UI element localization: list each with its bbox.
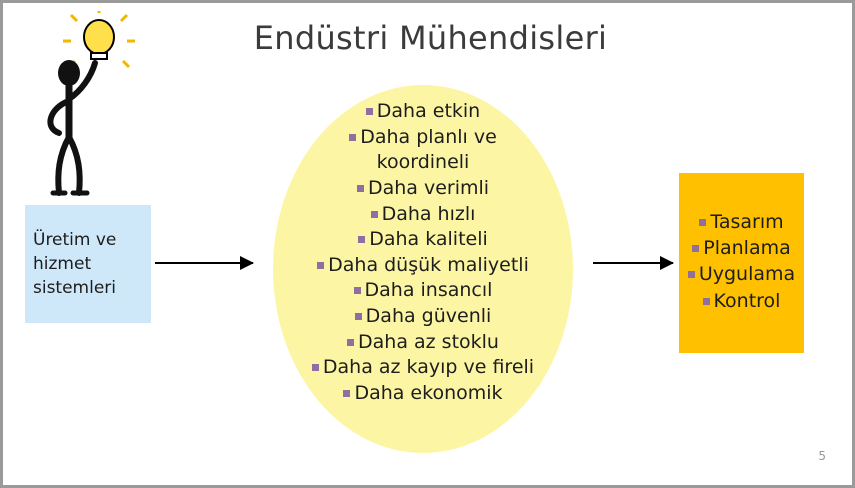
list-item bbox=[273, 278, 573, 304]
list-item-label: Daha güvenli bbox=[365, 305, 492, 328]
bullet-icon bbox=[343, 390, 350, 397]
list-item bbox=[273, 381, 573, 407]
list-item-label: Daha az kayıp ve fireli bbox=[322, 356, 535, 379]
bullet-icon bbox=[699, 219, 706, 226]
bullet-icon bbox=[355, 313, 362, 320]
list-item-label: koordineli bbox=[376, 151, 470, 174]
input-box-production-service-systems bbox=[25, 205, 151, 323]
list-item-label: Daha verimli bbox=[367, 176, 490, 199]
right-bullet-list bbox=[679, 209, 804, 314]
list-item bbox=[679, 235, 804, 261]
list-item bbox=[273, 176, 573, 202]
list-item bbox=[273, 355, 573, 381]
left-box-line: hizmet bbox=[33, 253, 92, 274]
list-item-label: Uygulama bbox=[698, 263, 796, 286]
ellipse-bullet-list bbox=[273, 99, 573, 407]
bullet-icon bbox=[358, 236, 365, 243]
list-item bbox=[679, 209, 804, 235]
bullet-icon bbox=[354, 287, 361, 294]
list-item-label: Daha hızlı bbox=[381, 202, 476, 225]
bullet-icon bbox=[366, 108, 373, 115]
page-number: 5 bbox=[818, 449, 826, 463]
list-item-label: Tasarım bbox=[710, 211, 784, 233]
bullet-icon bbox=[357, 185, 364, 192]
list-item bbox=[679, 288, 804, 314]
list-item bbox=[273, 253, 573, 279]
list-item-label: Daha insancıl bbox=[364, 279, 493, 302]
list-item bbox=[273, 99, 573, 125]
list-item bbox=[273, 150, 573, 176]
list-item-label: Daha ekonomik bbox=[354, 382, 503, 405]
list-item-label: Daha kaliteli bbox=[369, 228, 488, 251]
arrow-right-icon bbox=[155, 262, 253, 264]
bullet-icon bbox=[347, 339, 354, 346]
arrow-right-icon bbox=[593, 262, 673, 264]
bullet-icon bbox=[317, 262, 324, 269]
bullet-icon bbox=[349, 134, 356, 141]
list-item bbox=[679, 261, 804, 287]
bullet-icon bbox=[312, 364, 319, 371]
bullet-icon bbox=[692, 245, 699, 252]
left-box-line: sistemleri bbox=[33, 278, 117, 299]
list-item-label: Kontrol bbox=[713, 289, 781, 312]
list-item-label: Daha düşük maliyetli bbox=[328, 253, 529, 276]
bullet-icon bbox=[688, 271, 695, 278]
list-item bbox=[273, 304, 573, 330]
left-box-text bbox=[33, 228, 116, 300]
list-item-label: Daha planlı ve bbox=[360, 125, 497, 148]
list-item bbox=[273, 330, 573, 356]
list-item-label: Daha etkin bbox=[376, 100, 481, 122]
list-item bbox=[273, 125, 573, 151]
list-item-label: Daha az stoklu bbox=[358, 330, 499, 353]
bullet-icon bbox=[703, 298, 710, 305]
list-item bbox=[273, 202, 573, 228]
list-item bbox=[273, 227, 573, 253]
left-box-line: Üretim ve bbox=[33, 229, 117, 250]
bullet-icon bbox=[371, 211, 378, 218]
list-item-label: Planlama bbox=[703, 237, 791, 260]
page-title: Endüstri Mühendisleri bbox=[253, 19, 608, 57]
person-with-idea-lamp-icon bbox=[29, 11, 149, 201]
